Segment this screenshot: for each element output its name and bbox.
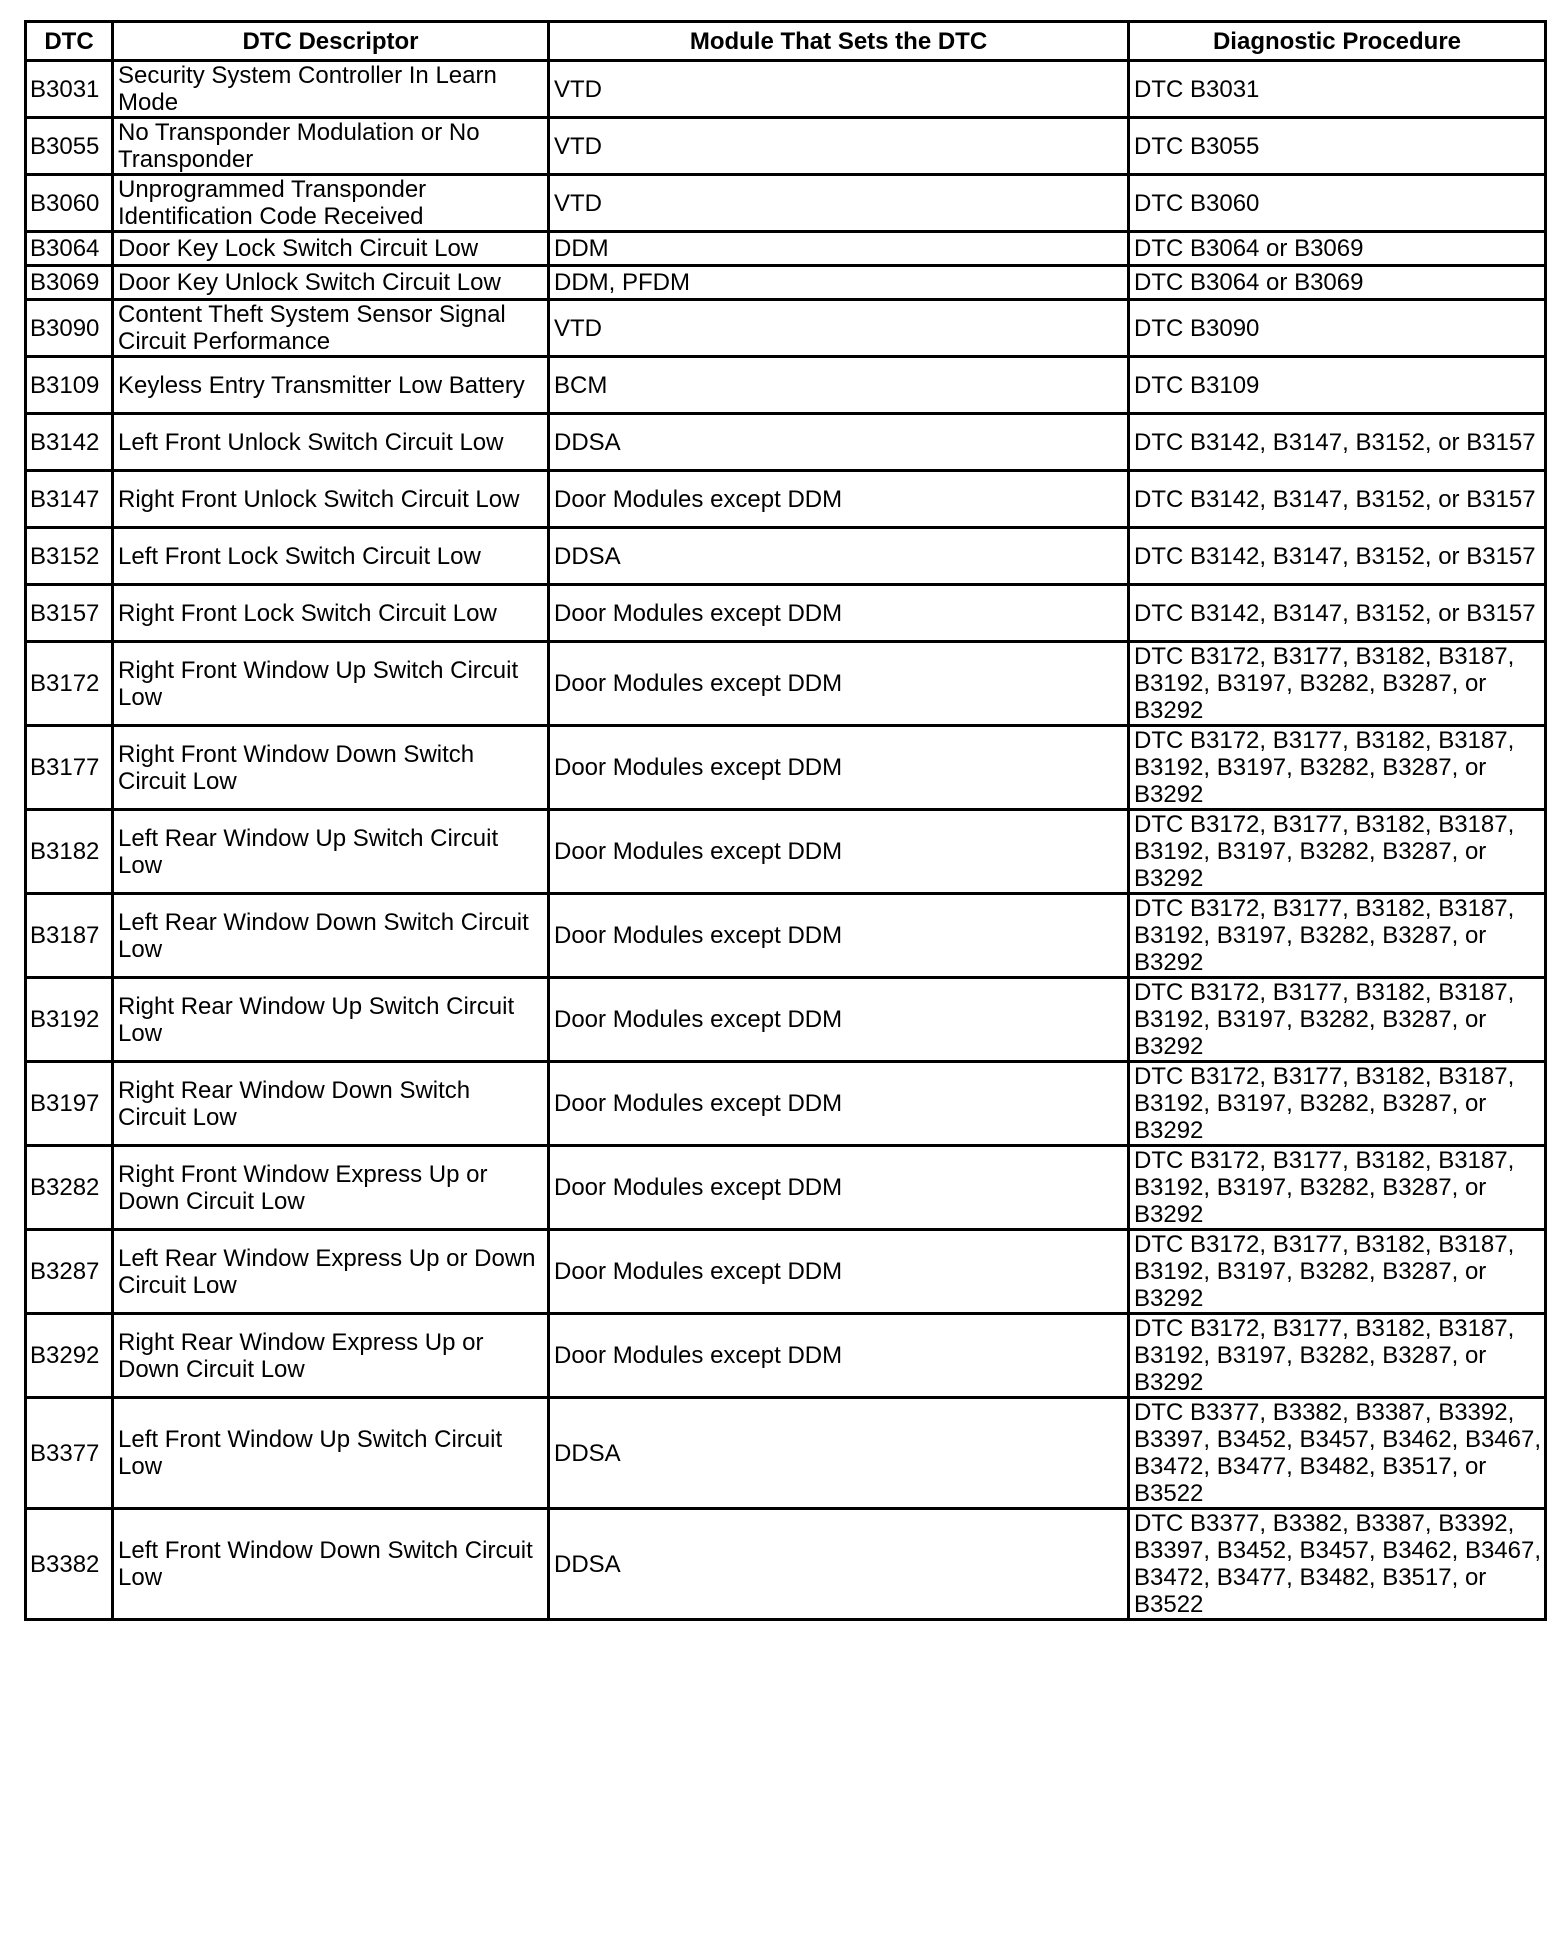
dtc-code-cell: B3187 <box>26 894 113 978</box>
diagnostic-procedure-cell: DTC B3142, B3147, B3152, or B3157 <box>1129 471 1546 528</box>
module-cell: Door Modules except DDM <box>549 471 1129 528</box>
dtc-descriptor-cell: Left Front Unlock Switch Circuit Low <box>113 414 549 471</box>
module-cell: DDSA <box>549 1398 1129 1509</box>
dtc-descriptor-cell: Left Rear Window Express Up or Down Circuit Low <box>113 1230 549 1314</box>
table-row <box>26 266 1546 300</box>
dtc-code-cell: B3090 <box>26 300 113 357</box>
header-row <box>26 22 1546 61</box>
table-row <box>26 175 1546 232</box>
dtc-descriptor-cell: Door Key Lock Switch Circuit Low <box>113 232 549 266</box>
table-row <box>26 528 1546 585</box>
table-row <box>26 414 1546 471</box>
dtc-descriptor-cell: Content Theft System Sensor Signal Circuit Performance <box>113 300 549 357</box>
dtc-descriptor-cell: Right Front Lock Switch Circuit Low <box>113 585 549 642</box>
table-row <box>26 471 1546 528</box>
header-diagnostic-procedure: Diagnostic Procedure <box>1129 22 1546 61</box>
module-cell: Door Modules except DDM <box>549 1146 1129 1230</box>
table-row <box>26 978 1546 1062</box>
table-row <box>26 1398 1546 1509</box>
table-row <box>26 232 1546 266</box>
dtc-descriptor-cell: Left Rear Window Up Switch Circuit Low <box>113 810 549 894</box>
module-cell: DDSA <box>549 528 1129 585</box>
table-row <box>26 118 1546 175</box>
module-cell: VTD <box>549 118 1129 175</box>
module-cell: DDSA <box>549 414 1129 471</box>
dtc-code-cell: B3382 <box>26 1509 113 1620</box>
diagnostic-procedure-cell: DTC B3064 or B3069 <box>1129 232 1546 266</box>
dtc-descriptor-cell: Security System Controller In Learn Mode <box>113 61 549 118</box>
module-cell: Door Modules except DDM <box>549 1230 1129 1314</box>
dtc-code-cell: B3197 <box>26 1062 113 1146</box>
dtc-descriptor-cell: Keyless Entry Transmitter Low Battery <box>113 357 549 414</box>
dtc-descriptor-cell: Left Rear Window Down Switch Circuit Low <box>113 894 549 978</box>
dtc-code-cell: B3287 <box>26 1230 113 1314</box>
diagnostic-procedure-cell: DTC B3172, B3177, B3182, B3187, B3192, B3197, B3282, B3287, or B3292 <box>1129 1230 1546 1314</box>
module-cell: Door Modules except DDM <box>549 642 1129 726</box>
table-row <box>26 300 1546 357</box>
module-cell: Door Modules except DDM <box>549 585 1129 642</box>
dtc-descriptor-cell: Right Front Window Down Switch Circuit Low <box>113 726 549 810</box>
diagnostic-procedure-cell: DTC B3172, B3177, B3182, B3187, B3192, B3197, B3282, B3287, or B3292 <box>1129 1146 1546 1230</box>
diagnostic-procedure-cell: DTC B3142, B3147, B3152, or B3157 <box>1129 528 1546 585</box>
dtc-table <box>24 20 1547 1621</box>
dtc-code-cell: B3282 <box>26 1146 113 1230</box>
dtc-descriptor-cell: Right Front Unlock Switch Circuit Low <box>113 471 549 528</box>
dtc-code-cell: B3192 <box>26 978 113 1062</box>
table-row <box>26 1314 1546 1398</box>
module-cell: VTD <box>549 175 1129 232</box>
dtc-code-cell: B3055 <box>26 118 113 175</box>
diagnostic-procedure-cell: DTC B3031 <box>1129 61 1546 118</box>
table-row <box>26 585 1546 642</box>
table-row <box>26 642 1546 726</box>
dtc-descriptor-cell: Unprogrammed Transponder Identification Code Received <box>113 175 549 232</box>
dtc-code-cell: B3182 <box>26 810 113 894</box>
dtc-descriptor-cell: Left Front Window Up Switch Circuit Low <box>113 1398 549 1509</box>
table-row <box>26 1230 1546 1314</box>
dtc-code-cell: B3109 <box>26 357 113 414</box>
diagnostic-procedure-cell: DTC B3109 <box>1129 357 1546 414</box>
module-cell: Door Modules except DDM <box>549 1314 1129 1398</box>
diagnostic-procedure-cell: DTC B3142, B3147, B3152, or B3157 <box>1129 414 1546 471</box>
diagnostic-procedure-cell: DTC B3060 <box>1129 175 1546 232</box>
diagnostic-procedure-cell: DTC B3172, B3177, B3182, B3187, B3192, B3197, B3282, B3287, or B3292 <box>1129 1314 1546 1398</box>
module-cell: DDM <box>549 232 1129 266</box>
dtc-code-cell: B3060 <box>26 175 113 232</box>
diagnostic-procedure-cell: DTC B3172, B3177, B3182, B3187, B3192, B3197, B3282, B3287, or B3292 <box>1129 1062 1546 1146</box>
module-cell: Door Modules except DDM <box>549 978 1129 1062</box>
module-cell: Door Modules except DDM <box>549 726 1129 810</box>
header-dtc-descriptor: DTC Descriptor <box>113 22 549 61</box>
dtc-descriptor-cell: Right Front Window Up Switch Circuit Low <box>113 642 549 726</box>
table-row <box>26 1146 1546 1230</box>
diagnostic-procedure-cell: DTC B3377, B3382, B3387, B3392, B3397, B3452, B3457, B3462, B3467, B3472, B3477, B3482, B3517, or B3522 <box>1129 1509 1546 1620</box>
dtc-descriptor-cell: Left Front Lock Switch Circuit Low <box>113 528 549 585</box>
module-cell: DDSA <box>549 1509 1129 1620</box>
dtc-descriptor-cell: Right Front Window Express Up or Down Circuit Low <box>113 1146 549 1230</box>
dtc-descriptor-cell: Right Rear Window Express Up or Down Circuit Low <box>113 1314 549 1398</box>
dtc-descriptor-cell: Right Rear Window Down Switch Circuit Low <box>113 1062 549 1146</box>
dtc-code-cell: B3157 <box>26 585 113 642</box>
header-module: Module That Sets the DTC <box>549 22 1129 61</box>
diagnostic-procedure-cell: DTC B3172, B3177, B3182, B3187, B3192, B3197, B3282, B3287, or B3292 <box>1129 978 1546 1062</box>
dtc-code-cell: B3064 <box>26 232 113 266</box>
table-row <box>26 1062 1546 1146</box>
diagnostic-procedure-cell: DTC B3377, B3382, B3387, B3392, B3397, B3452, B3457, B3462, B3467, B3472, B3477, B3482, B3517, or B3522 <box>1129 1398 1546 1509</box>
dtc-code-cell: B3142 <box>26 414 113 471</box>
table-row <box>26 61 1546 118</box>
module-cell: DDM, PFDM <box>549 266 1129 300</box>
dtc-code-cell: B3292 <box>26 1314 113 1398</box>
dtc-descriptor-cell: Door Key Unlock Switch Circuit Low <box>113 266 549 300</box>
dtc-code-cell: B3147 <box>26 471 113 528</box>
table-row <box>26 810 1546 894</box>
dtc-descriptor-cell: No Transponder Modulation or No Transponder <box>113 118 549 175</box>
module-cell: Door Modules except DDM <box>549 1062 1129 1146</box>
table-body <box>26 61 1546 1620</box>
diagnostic-procedure-cell: DTC B3090 <box>1129 300 1546 357</box>
table-row <box>26 357 1546 414</box>
module-cell: VTD <box>549 61 1129 118</box>
dtc-code-cell: B3377 <box>26 1398 113 1509</box>
diagnostic-procedure-cell: DTC B3172, B3177, B3182, B3187, B3192, B3197, B3282, B3287, or B3292 <box>1129 726 1546 810</box>
module-cell: BCM <box>549 357 1129 414</box>
dtc-code-cell: B3177 <box>26 726 113 810</box>
diagnostic-procedure-cell: DTC B3064 or B3069 <box>1129 266 1546 300</box>
dtc-descriptor-cell: Left Front Window Down Switch Circuit Low <box>113 1509 549 1620</box>
dtc-code-cell: B3069 <box>26 266 113 300</box>
table-row <box>26 894 1546 978</box>
diagnostic-procedure-cell: DTC B3172, B3177, B3182, B3187, B3192, B3197, B3282, B3287, or B3292 <box>1129 894 1546 978</box>
header-dtc: DTC <box>26 22 113 61</box>
dtc-descriptor-cell: Right Rear Window Up Switch Circuit Low <box>113 978 549 1062</box>
module-cell: Door Modules except DDM <box>549 894 1129 978</box>
dtc-code-cell: B3031 <box>26 61 113 118</box>
module-cell: Door Modules except DDM <box>549 810 1129 894</box>
diagnostic-procedure-cell: DTC B3172, B3177, B3182, B3187, B3192, B3197, B3282, B3287, or B3292 <box>1129 642 1546 726</box>
diagnostic-procedure-cell: DTC B3142, B3147, B3152, or B3157 <box>1129 585 1546 642</box>
diagnostic-procedure-cell: DTC B3172, B3177, B3182, B3187, B3192, B3197, B3282, B3287, or B3292 <box>1129 810 1546 894</box>
table-row <box>26 1509 1546 1620</box>
diagnostic-procedure-cell: DTC B3055 <box>1129 118 1546 175</box>
dtc-code-cell: B3172 <box>26 642 113 726</box>
dtc-code-cell: B3152 <box>26 528 113 585</box>
module-cell: VTD <box>549 300 1129 357</box>
table-row <box>26 726 1546 810</box>
